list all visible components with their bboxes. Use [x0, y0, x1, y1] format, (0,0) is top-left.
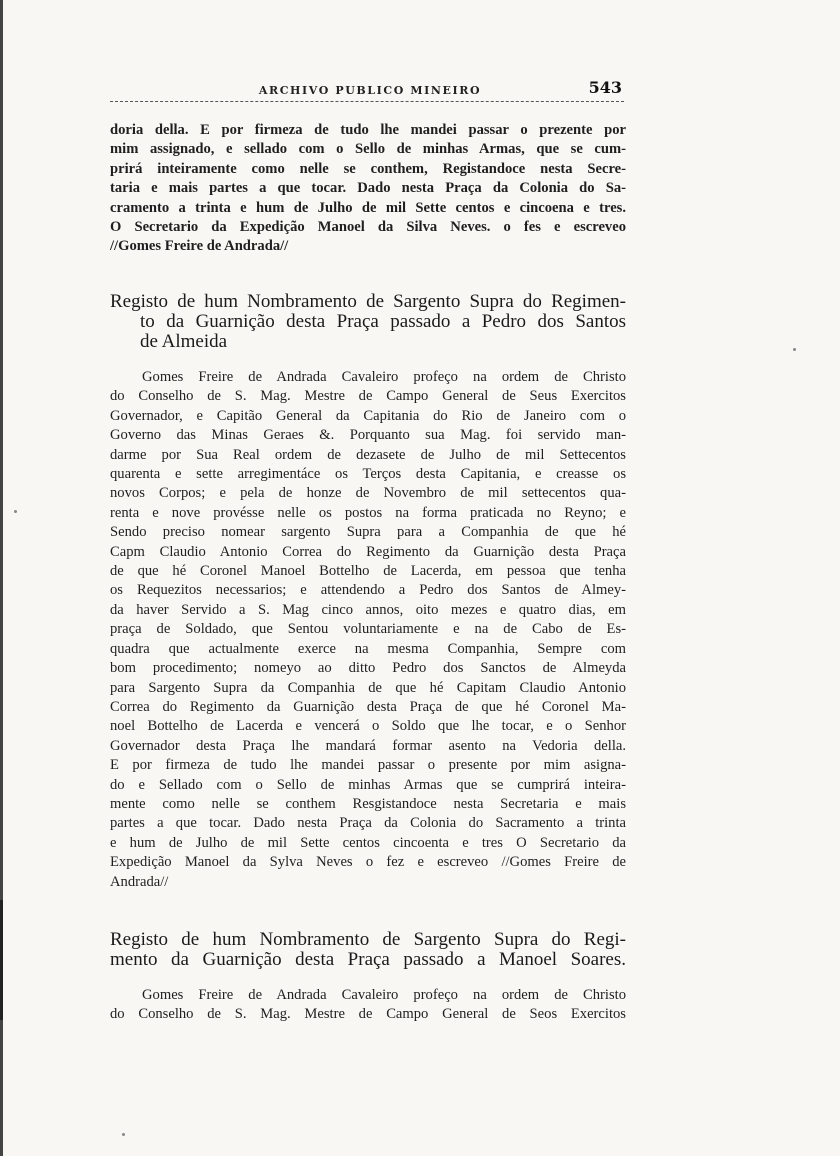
section-body-text — [110, 368, 626, 892]
text-line: Gomes Freire de Andrada Cavaleiro profeço na ordem de Christo — [142, 987, 626, 1003]
heading-line: mento da Guarnição desta Praça passado a Manoel Soares. — [110, 949, 626, 970]
scan-speck — [14, 510, 17, 513]
text-line: praça de Soldado, que Sentou voluntariamente e na de Cabo de Es- — [110, 621, 626, 638]
text-line: de que hé Coronel Manoel Bottelho de Lacerda, em pessoa que tenha — [110, 563, 626, 580]
text-line: Expedição Manoel da Sylva Neves o fez e escreveo //Gomes Freire de — [110, 854, 626, 871]
heading-line: de Almeida — [140, 331, 228, 352]
text-line: doria della. E por firmeza de tudo lhe mandei passar o prezente por — [110, 122, 626, 138]
text-line: prirá inteiramente como nelle se conthem, Registandoce nesta Secre- — [110, 160, 626, 177]
text-line: Capm Claudio Antonio Correa do Regimento da Guarnição desta Praça — [110, 543, 626, 560]
text-line: os Requezitos necessarios; e attendendo a Pedro dos Santos de Almey- — [110, 582, 626, 599]
text-line: para Sargento Supra da Companhia de que hé Capitam Claudio Antonio — [110, 679, 626, 696]
text-line: Governo das Minas Geraes &. Porquanto sua Mag. foi servido man- — [110, 427, 626, 444]
scan-speck — [122, 1133, 125, 1136]
text-line: mente como nelle se conthem Resgistandoce nesta Secretaria e mais — [110, 795, 626, 812]
heading-line: Registo de hum Nombramento de Sargento Supra do Regi- — [110, 929, 626, 950]
text-line: renta e nove provésse nelle os postos na forma praticada no Reyno; e — [110, 504, 626, 521]
header-rule — [110, 101, 624, 102]
text-line: da haver Servido a S. Mag cinco annos, oito mezes e quatro dias, em — [110, 601, 626, 618]
text-line: Gomes Freire de Andrada Cavaleiro profeço na ordem de Christo — [142, 369, 626, 385]
signature-line: //Gomes Freire de Andrada// — [110, 238, 289, 255]
section-2-body — [110, 986, 626, 1025]
text-line: Sendo preciso nomear sargento Supra para a Companhia de que hé — [110, 524, 626, 541]
page-number: 543 — [588, 78, 622, 97]
section-1-body — [110, 368, 626, 892]
running-header — [110, 78, 630, 100]
text-line: O Secretario da Expedição Manoel da Silva Neves. o fes e escreveo — [110, 219, 626, 236]
running-title: ARCHIVO PUBLICO MINEIRO — [258, 84, 482, 97]
text-line: bom procedimento; nomeyo ao ditto Pedro dos Sanctos de Almeyda — [110, 660, 626, 677]
section-heading — [110, 292, 626, 352]
text-line: do e Sellado com o Sello de minhas Armas que se cumprirá inteira- — [110, 776, 626, 793]
text-line: noel Bottelho de Lacerda e vencerá o Soldo que lhe tocar, e o Senhor — [110, 718, 626, 735]
text-line: partes a que tocar. Dado nesta Praça da Colonia do Sacramento a trinta — [110, 815, 626, 832]
section-2-heading — [110, 930, 626, 970]
heading-line: to da Guarnição desta Praça passado a Pedro dos Santos — [140, 311, 626, 332]
section-1-heading — [110, 292, 626, 352]
text-line: Governador, e Capitão General da Capitania do Rio de Janeiro com o — [110, 407, 626, 424]
scan-edge-mark — [0, 900, 3, 1020]
text-line: e hum de Julho de mil Sette centos cincoenta e tres O Secretario da — [110, 834, 626, 851]
text-line: quadra que actualmente exerce na mesma Companhia, Sempre com — [110, 640, 626, 657]
text-line: do Conselho de S. Mag. Mestre de Campo General de Seus Exercitos — [110, 388, 626, 405]
section-heading — [110, 930, 626, 970]
signature-line: Andrada// — [110, 873, 169, 890]
text-line: Governador desta Praça lhe mandará formar asento na Vedoria della. — [110, 737, 626, 754]
heading-line: Registo de hum Nombramento de Sargento Supra do Regimen- — [110, 291, 626, 312]
text-line: quarenta e sette arregimentáce os Terços desta Capitania, e creasse os — [110, 466, 626, 483]
intro-paragraph — [110, 121, 626, 257]
text-line: taria e mais partes a que tocar. Dado nesta Praça da Colonia do Sa- — [110, 180, 626, 197]
text-line: Correa do Regimento da Guarnição desta Praça de que hé Coronel Ma- — [110, 698, 626, 715]
scan-speck — [793, 348, 796, 351]
text-line: novos Corpos; e pela de honze de Novembro de mil settecentos qua- — [110, 485, 626, 502]
text-line: do Conselho de S. Mag. Mestre de Campo General de Seos Exercitos — [110, 1006, 626, 1023]
intro-text — [110, 121, 626, 257]
text-line: E por firmeza de tudo lhe mandei passar o presente por mim asigna- — [110, 757, 626, 774]
text-line: cramento a trinta e hum de Julho de mil Sette centos e cincoena e tres. — [110, 199, 626, 216]
text-line: darme por Sua Real ordem de dezasete de Julho de mil Settecentos — [110, 446, 626, 463]
text-line: mim assignado, e sellado com o Sello de minhas Armas, que se cum- — [110, 141, 626, 158]
section-body-text — [110, 986, 626, 1025]
